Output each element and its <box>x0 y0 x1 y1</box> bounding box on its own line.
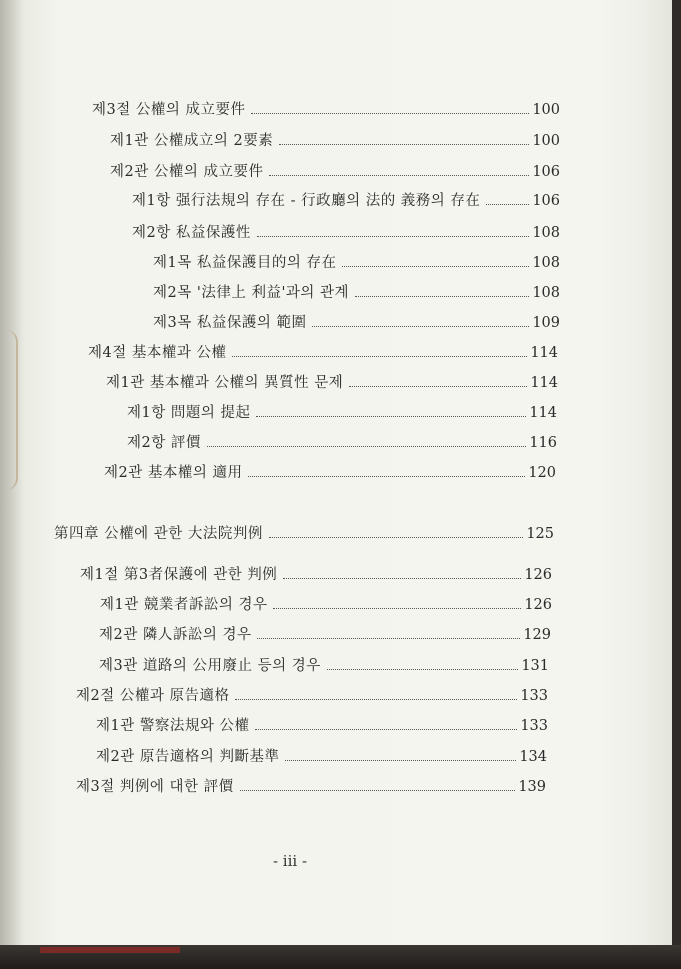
toc-entry-page: 134 <box>519 749 547 765</box>
toc-entry-label: 제2항 私益保護性 <box>132 225 251 241</box>
toc-entry <box>99 623 551 644</box>
toc-entry <box>88 341 558 362</box>
toc-entry-page: 125 <box>526 526 554 542</box>
toc-entry-label: 제1목 私益保護目的의 存在 <box>153 255 337 271</box>
toc-entry-label: 제2항 評價 <box>127 435 201 451</box>
toc-entry-label: 제1항 問題의 提起 <box>127 405 251 421</box>
dot-leader <box>248 476 525 477</box>
dot-leader <box>207 446 526 447</box>
dot-leader <box>285 760 516 761</box>
toc-entry <box>153 251 560 272</box>
toc-entry-page: 108 <box>532 225 560 241</box>
toc-entry-page: 100 <box>532 102 560 118</box>
dot-leader <box>312 326 529 327</box>
toc-entry-page: 133 <box>520 718 548 734</box>
toc-entry <box>96 745 547 766</box>
toc-entry-label: 제2절 公權과 原告適格 <box>76 688 230 704</box>
toc-entry-label: 제1항 强行法規의 存在 - 行政廳의 法的 義務의 存在 <box>132 193 481 209</box>
toc-entry-page: 116 <box>529 435 557 451</box>
toc-entry-page: 133 <box>520 688 548 704</box>
toc-entry-page: 106 <box>532 164 560 180</box>
toc-entry-label: 제1관 基本權과 公權의 異質性 문제 <box>106 375 344 391</box>
dot-leader <box>257 638 520 639</box>
toc-entry-label: 제3절 公權의 成立要件 <box>92 102 246 118</box>
toc-entry <box>127 401 557 422</box>
dot-leader <box>342 266 529 267</box>
toc-entry <box>76 775 546 796</box>
toc-entry-page: 139 <box>518 779 546 795</box>
toc-entry <box>153 281 560 302</box>
dot-leader <box>235 699 517 700</box>
dot-leader <box>257 236 529 237</box>
page-number: - iii - <box>272 852 308 870</box>
toc-entry <box>132 189 560 210</box>
toc-entry-page: 114 <box>530 345 558 361</box>
toc-entry-label: 제4절 基本權과 公權 <box>88 345 227 361</box>
toc-entry-page: 120 <box>528 465 556 481</box>
toc-entry-label: 제1관 競業者訴訟의 경우 <box>100 597 268 613</box>
toc-chapter-entry <box>54 522 554 543</box>
dot-leader <box>486 204 529 205</box>
dot-leader <box>255 729 517 730</box>
toc-entry <box>99 654 549 675</box>
dot-leader <box>269 537 523 538</box>
dot-leader <box>251 113 529 114</box>
dot-leader <box>273 608 521 609</box>
toc-entry-label: 제2목 '法律上 利益'과의 관계 <box>153 285 350 301</box>
toc-entry-label: 제2관 原告適格의 判斷基準 <box>96 749 280 765</box>
dot-leader <box>240 790 516 791</box>
dot-leader <box>232 356 527 357</box>
toc-entry-page: 114 <box>529 405 557 421</box>
toc-entry-label: 제2관 公權의 成立要件 <box>110 164 264 180</box>
toc-entry-label: 제2관 隣人訴訟의 경우 <box>99 627 252 643</box>
toc-entry <box>96 714 548 735</box>
toc-entry <box>132 221 560 242</box>
toc-entry <box>127 431 557 452</box>
bookmark-ribbon <box>40 947 180 953</box>
toc-entry <box>106 371 558 392</box>
toc-entry-label: 제3절 判例에 대한 評價 <box>76 779 234 795</box>
toc-entry <box>110 160 560 181</box>
toc-entry <box>153 311 560 332</box>
toc-entry-page: 126 <box>524 567 552 583</box>
toc-entry-page: 131 <box>521 658 549 674</box>
toc-entry-page: 108 <box>532 255 560 271</box>
dot-leader <box>327 669 519 670</box>
dot-leader <box>269 175 529 176</box>
toc-entry-page: 114 <box>530 375 558 391</box>
toc-entry-label: 제3목 私益保護의 範圍 <box>153 315 307 331</box>
toc-entry-page: 100 <box>532 133 560 149</box>
dot-leader <box>283 578 521 579</box>
toc-entry <box>100 593 552 614</box>
toc-entry-label: 第四章 公權에 관한 大法院判例 <box>54 526 263 542</box>
toc-entry-label: 제2관 基本權의 適用 <box>104 465 243 481</box>
toc-entry <box>80 563 552 584</box>
toc-entry-page: 108 <box>532 285 560 301</box>
toc-entry-label: 제1관 警察法規와 公權 <box>96 718 250 734</box>
toc-entry <box>104 461 556 482</box>
dot-leader <box>279 144 529 145</box>
toc-entry-page: 126 <box>524 597 552 613</box>
toc-entry-label: 제1관 公權成立의 2要素 <box>110 133 274 149</box>
dot-leader <box>355 296 529 297</box>
dot-leader <box>349 386 527 387</box>
toc-entry-label: 제1절 第3者保護에 관한 判例 <box>80 567 278 583</box>
toc-entry-label: 제3관 道路의 公用廢止 등의 경우 <box>99 658 321 674</box>
toc-entry-page: 109 <box>532 315 560 331</box>
toc-entry-page: 106 <box>532 193 560 209</box>
spine-mark <box>6 330 18 490</box>
toc-entry <box>76 684 548 705</box>
toc-entry <box>110 129 560 150</box>
toc-entry <box>92 98 560 119</box>
dot-leader <box>256 416 526 417</box>
toc-entry-page: 129 <box>523 627 551 643</box>
